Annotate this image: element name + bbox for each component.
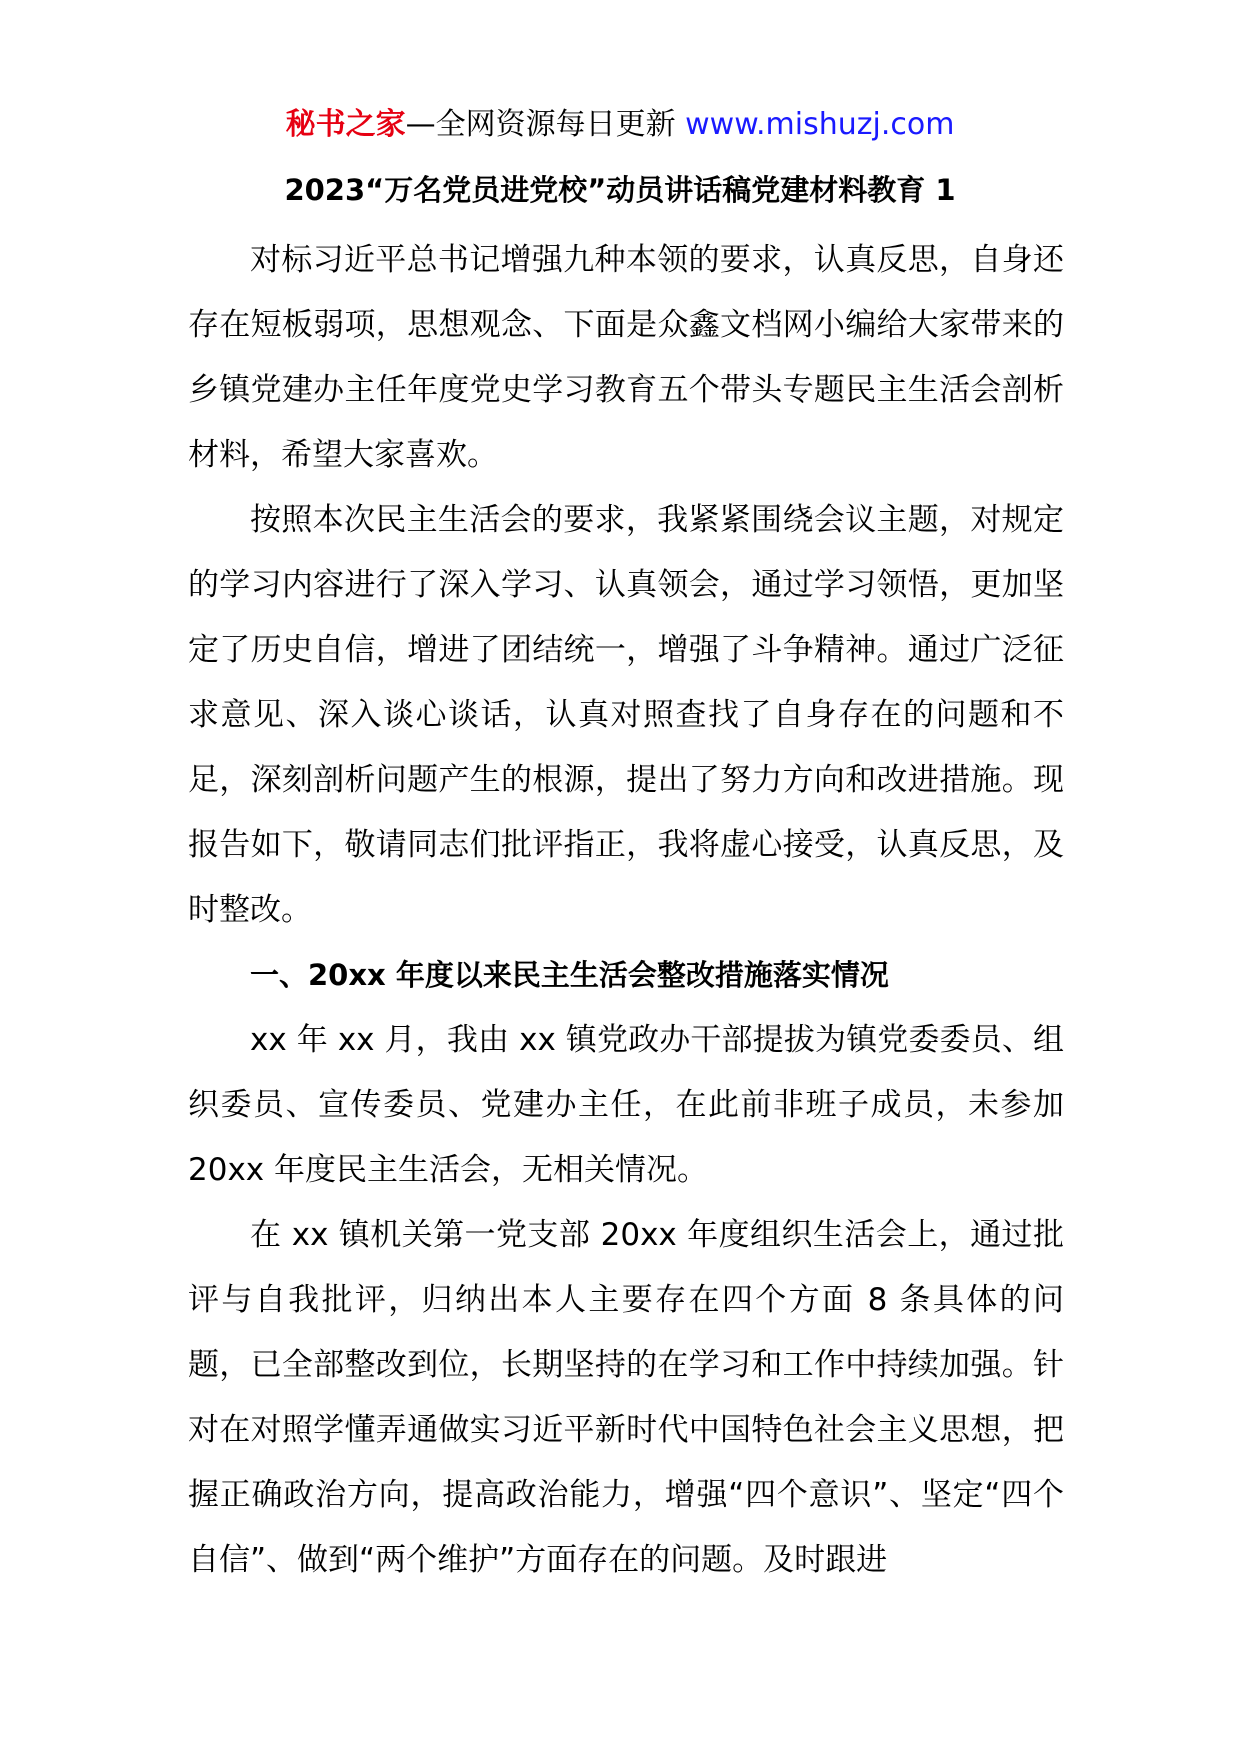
site-header bbox=[0, 100, 1240, 150]
header-tagline: —全网资源每日更新 bbox=[405, 107, 686, 142]
paragraph-report: 按照本次民主生活会的要求，我紧紧围绕会议主题，对规定的学习内容进行了深入学习、认真领会，通过学习领悟，更加坚定了历史自信，增进了团结统一，增强了斗争精神。通过广泛征求意见、深入谈心谈话，认真对照查找了自身存在的问题和不足，深刻剖析问题产生的根源，提出了努力方向和改进措施。现报告如下，敬请同志们批评指正，我将虚心接受，认真反思，及时整改。 bbox=[188, 502, 1064, 928]
brand-name: 秘书之家 bbox=[285, 107, 406, 142]
document-title: 2023“万名党员进党校”动员讲话稿党建材料教育 1 bbox=[284, 173, 956, 207]
site-url[interactable]: www.mishuzj.com bbox=[685, 107, 955, 142]
paragraph-section1-a: xx 年 xx 月，我由 xx 镇党政办干部提拔为镇党委委员、组织委员、宣传委员、党建办主任，在此前非班子成员，未参加20xx 年度民主生活会，无相关情况。 bbox=[188, 1022, 1064, 1188]
document-body bbox=[188, 228, 1064, 1593]
paragraph-intro: 对标习近平总书记增强九种本领的要求，认真反思，自身还存在短板弱项，思想观念、下面是众鑫文档网小编给大家带来的乡镇党建办主任年度党史学习教育五个带头专题民主生活会剖析材料，希望大家喜欢。 bbox=[188, 242, 1064, 473]
paragraph-section1-b: 在 xx 镇机关第一党支部 20xx 年度组织生活会上，通过批评与自我批评，归纳出本人主要存在四个方面 8 条具体的问题，已全部整改到位，长期坚持的在学习和工作中持续加强。针对在对照学懂弄通做实习近平新时代中国特色社会主义思想，把握正确政治方向，提高政治能力，增强“四个意识”、坚定“四个自信”、做到“两个维护”方面存在的问题。及时跟进 bbox=[188, 1217, 1064, 1578]
section-heading-1: 一、20xx 年度以来民主生活会整改措施落实情况 bbox=[250, 958, 889, 992]
